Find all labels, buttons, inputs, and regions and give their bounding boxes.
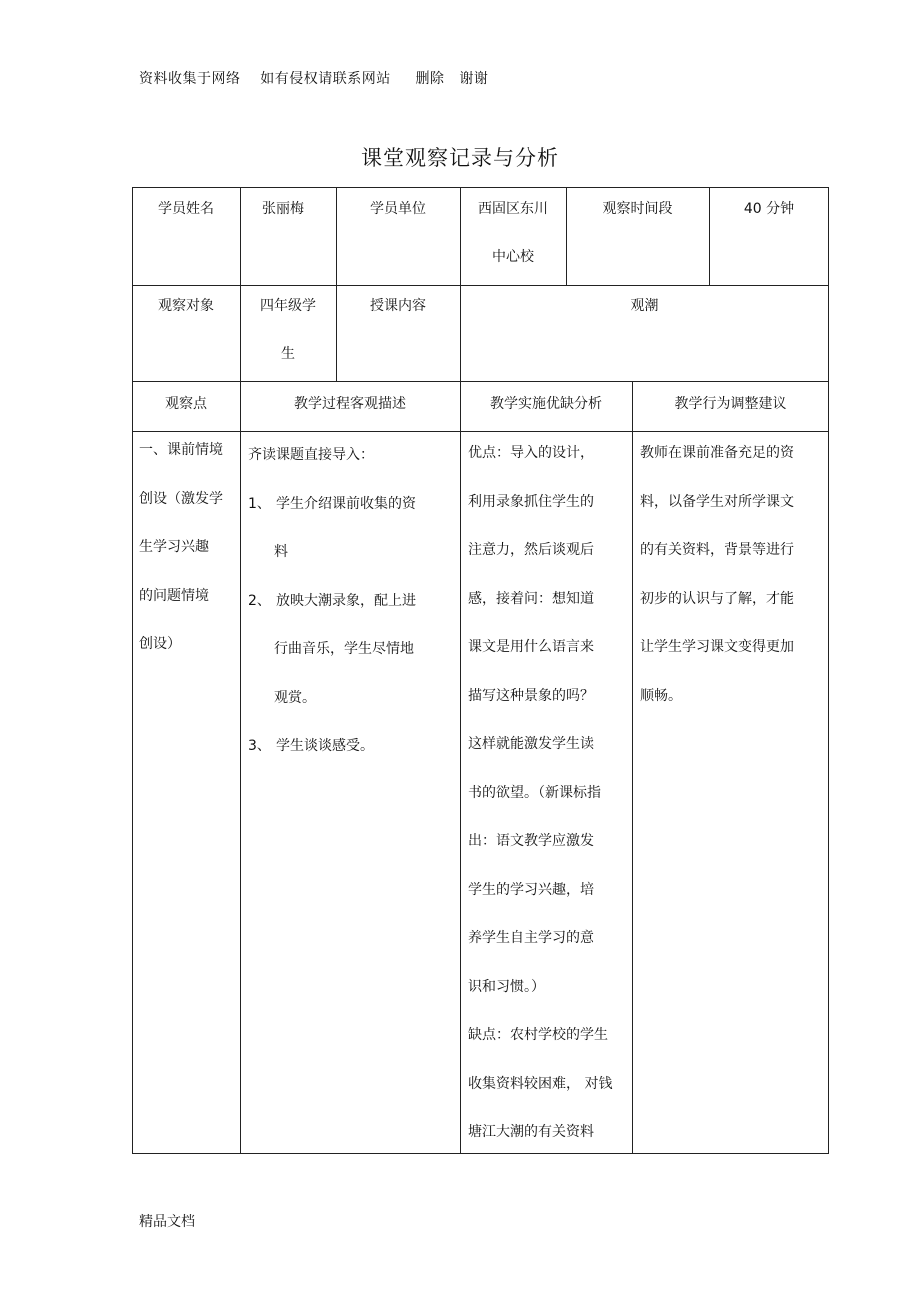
text-line: 收集资料较困难， 对钱	[468, 1075, 613, 1092]
text-line: 书的欲望。（新课标指	[468, 784, 601, 801]
footer-note: 精品文档	[139, 1214, 195, 1230]
text-line: 教师在课前准备充足的资	[640, 445, 794, 461]
col-divider	[240, 381, 241, 1154]
content-label: 授课内容	[370, 298, 426, 314]
suggestion-text	[640, 429, 828, 720]
text-line: 注意力，然后谈观后	[468, 542, 594, 558]
process-item-2	[248, 577, 458, 626]
text-line: 缺点：农村学校的学生	[468, 1027, 608, 1043]
object-label: 观察对象	[158, 298, 214, 314]
text-line: 优点：导入的设计，	[468, 445, 594, 461]
object-value-line2: 生	[281, 346, 295, 362]
text-line: 料	[274, 544, 288, 560]
process-intro: 齐读课题直接导入：	[248, 447, 374, 463]
student-name-label: 学员姓名	[158, 201, 214, 217]
text-line: 让学生学习课文变得更加	[640, 639, 794, 655]
object-value-line1: 四年级学	[260, 298, 316, 314]
period-label: 观察时间段	[602, 201, 673, 217]
unit-label: 学员单位	[370, 201, 426, 217]
text-line: 观赏。	[274, 689, 316, 706]
col-divider	[240, 187, 241, 285]
text-line: 顺畅。	[640, 687, 682, 704]
text-line: 的问题情境	[139, 587, 209, 604]
header-observation-point: 观察点	[165, 396, 207, 412]
header-suggestion: 教学行为调整建议	[674, 396, 787, 412]
text-line: 创设）	[139, 636, 181, 652]
content-value: 观潮	[630, 298, 659, 314]
student-name-value: 张丽梅	[262, 201, 304, 217]
unit-value-line2: 中心校	[492, 249, 534, 265]
text-line: 的有关资料，背景等进行	[640, 542, 794, 558]
process-item-1	[248, 480, 458, 529]
unit-value-line1: 西固区东川	[478, 201, 548, 217]
text-line: 放映大潮录象，配上进	[276, 592, 416, 609]
text-line: 养学生自主学习的意	[468, 930, 594, 946]
analysis-text	[468, 429, 631, 1157]
item-number: 1、	[248, 495, 271, 512]
text-line: 一、课前情境	[139, 442, 223, 458]
text-line: 学生谈谈感受。	[276, 738, 374, 754]
text-line: 描写这种景象的吗？	[468, 687, 594, 704]
process-item-3	[248, 722, 458, 771]
observation-point-text	[139, 426, 239, 669]
text-line: 这样就能激发学生读	[468, 736, 594, 752]
header-analysis: 教学实施优缺分析	[490, 396, 602, 412]
text-line: 识和习惯。）	[468, 978, 545, 995]
col-divider	[460, 381, 461, 1154]
text-line: 感，接着问：想知道	[468, 590, 594, 607]
header-process: 教学过程客观描述	[294, 396, 406, 412]
text-line: 学生的学习兴趣，培	[468, 881, 594, 898]
text-line: 利用录象抓住学生的	[468, 493, 594, 510]
process-description	[248, 431, 458, 771]
text-line: 学生介绍课前收集的资	[276, 495, 416, 512]
period-value: 40 分钟	[743, 201, 795, 217]
item-number: 3、	[248, 738, 271, 754]
item-number: 2、	[248, 592, 271, 609]
text-line: 塘江大潮的有关资料	[468, 1124, 594, 1140]
text-line: 创设（激发学	[139, 490, 223, 507]
text-line: 出：语文教学应激发	[468, 833, 594, 849]
text-line: 料，以备学生对所学课文	[640, 493, 794, 510]
text-line: 行曲音乐，学生尽情地	[274, 641, 414, 657]
text-line: 生学习兴趣	[139, 539, 209, 555]
col-divider	[632, 381, 633, 1154]
text-line: 初步的认识与了解，才能	[640, 590, 794, 607]
text-line: 课文是用什么语言来	[468, 639, 594, 655]
header-note: 资料收集于网络 如有侵权请联系网站 删除 谢谢	[139, 71, 489, 87]
page-title: 课堂观察记录与分析	[361, 146, 559, 170]
